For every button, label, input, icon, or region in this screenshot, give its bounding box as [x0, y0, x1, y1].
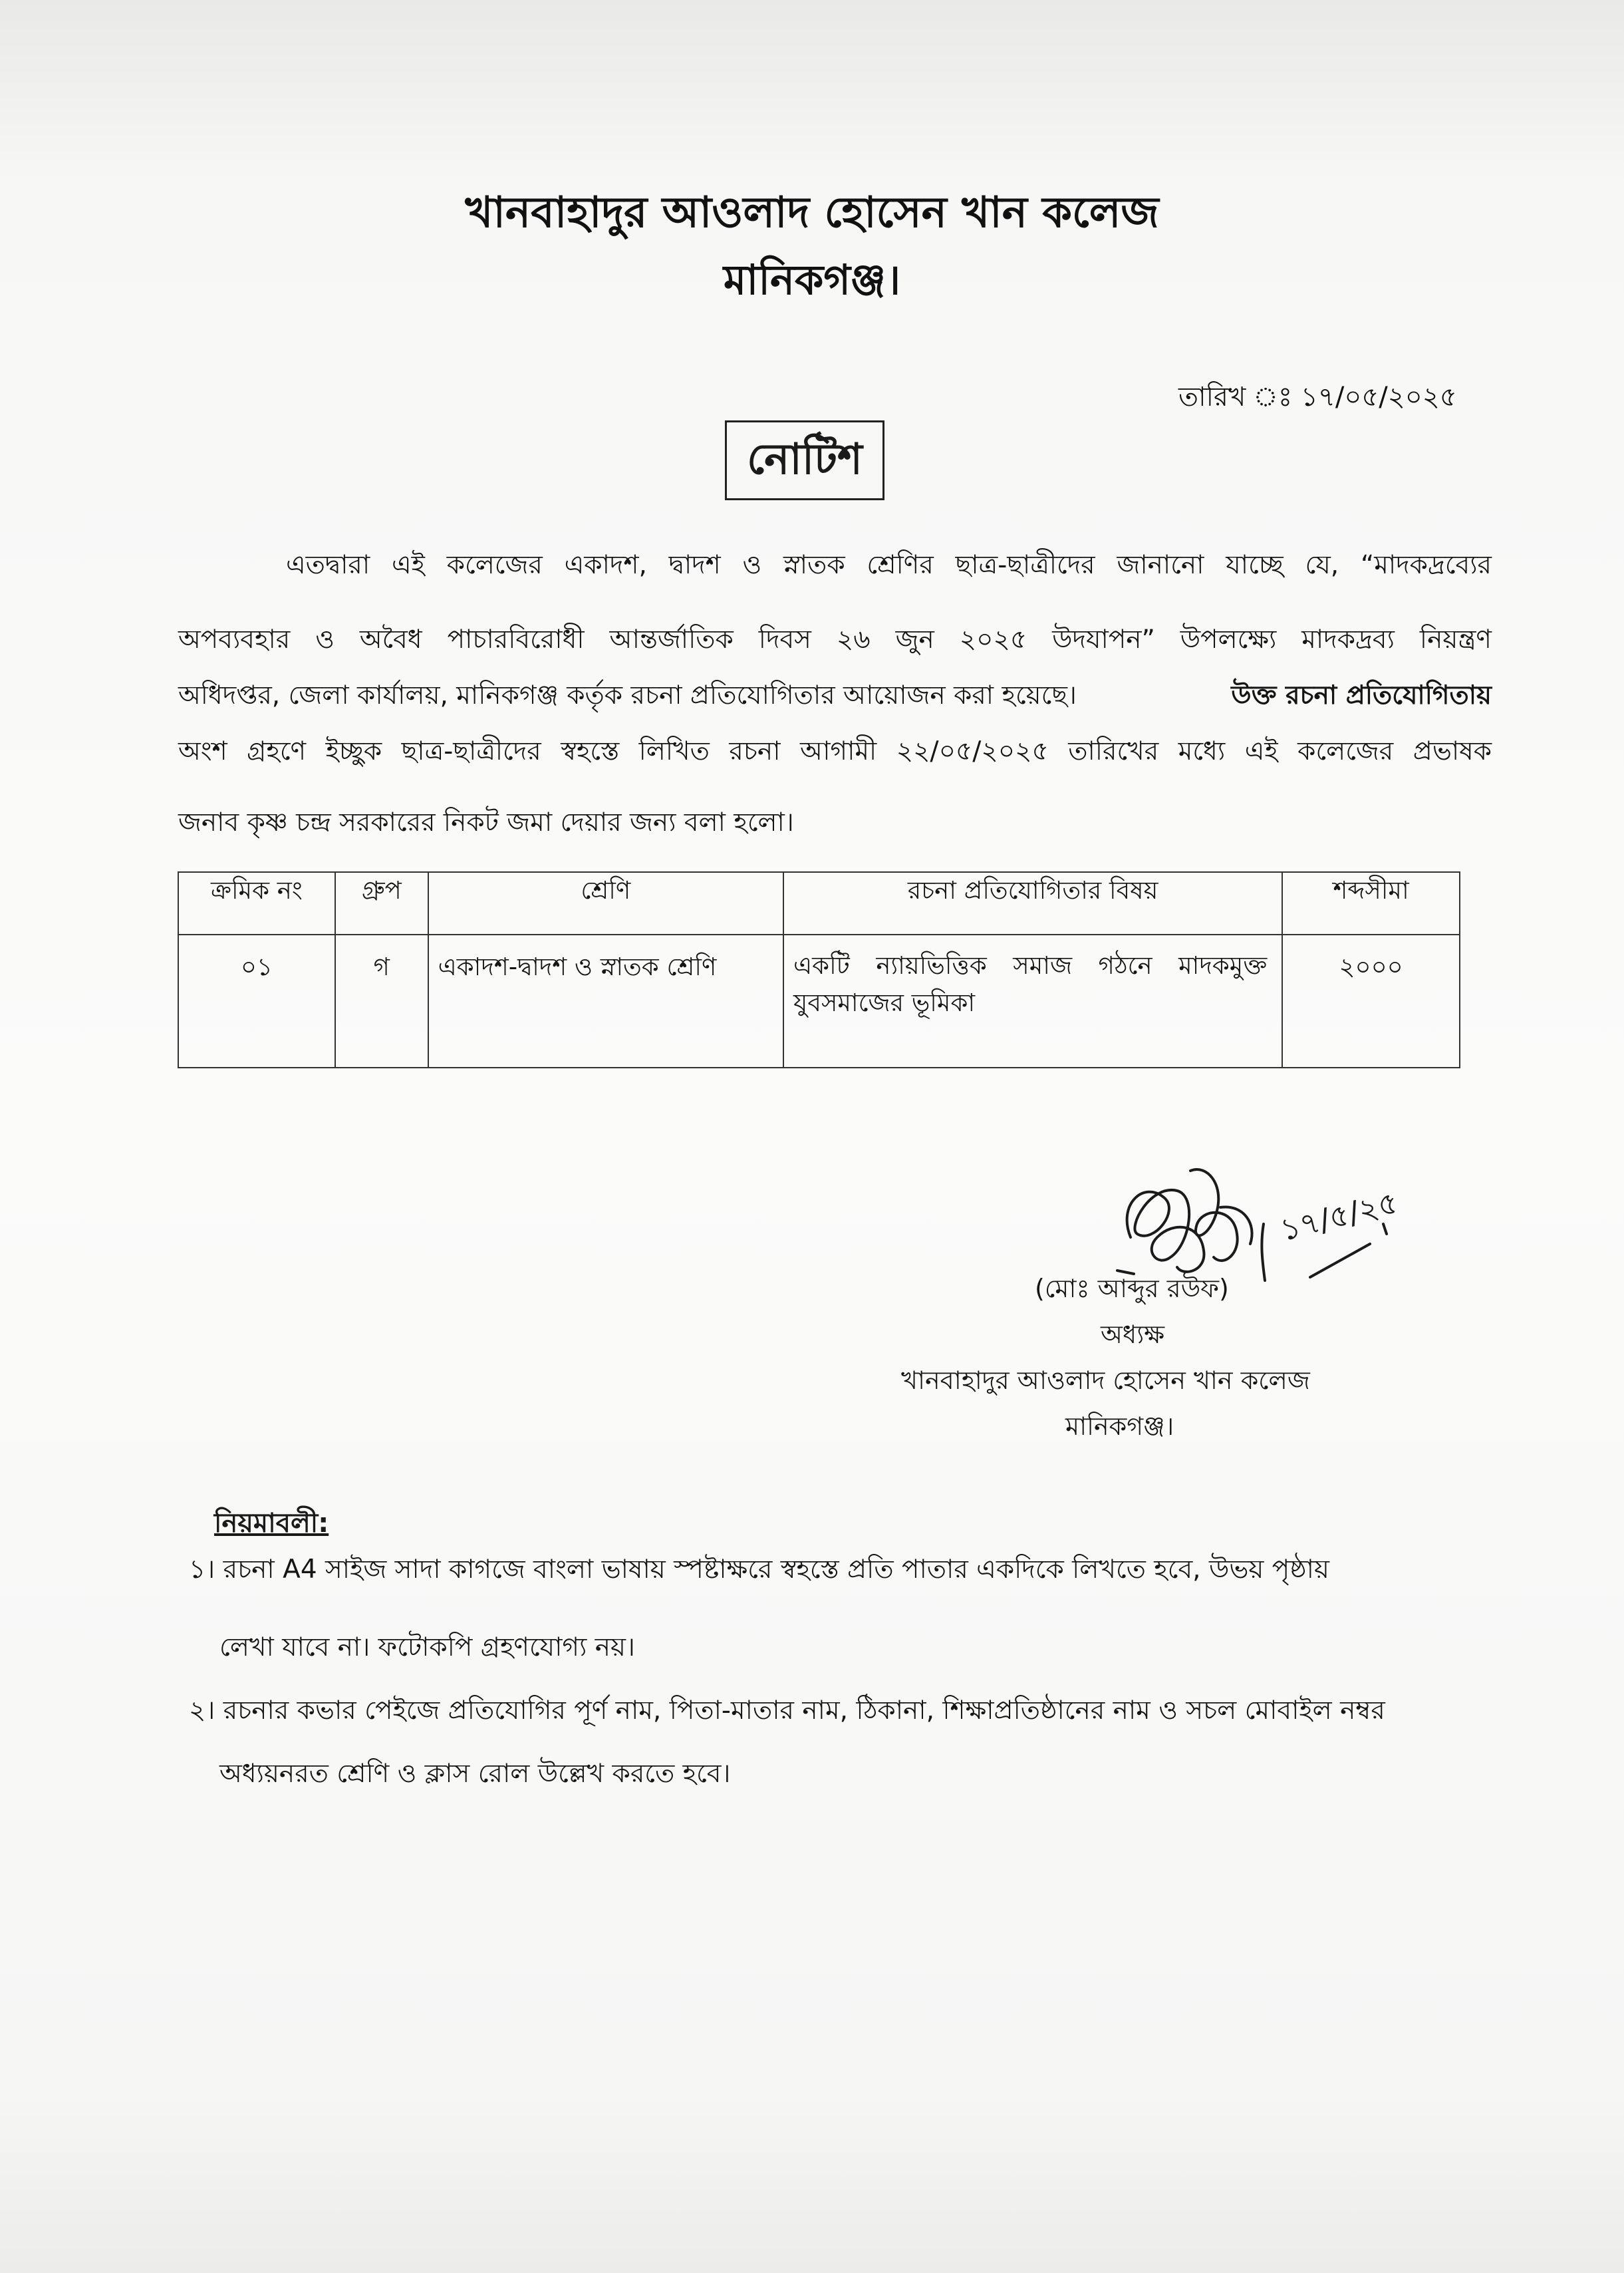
principal-name: (মোঃ আব্দুর রউফ) [1035, 1274, 1229, 1303]
principal-college: খানবাহাদুর আওলাদ হোসেন খান কলেজ [901, 1366, 1310, 1395]
notice-date: তারিখ ঃ ১৭/০৫/২০২৫ [1178, 382, 1457, 412]
college-name-heading: খানবাহাদুর আওলাদ হোসেন খান কলেজ [465, 188, 1159, 237]
header-group: গ্রুপ [335, 872, 428, 935]
header-word-limit: শব্দসীমা [1282, 872, 1460, 935]
principal-designation: অধ্যক্ষ [1101, 1320, 1165, 1349]
cell-topic: একটি ন্যায়ভিত্তিক সমাজ গঠনে মাদকমুক্ত যুবসমাজের ভূমিকা [783, 935, 1282, 1068]
header-topic: রচনা প্রতিযোগিতার বিষয় [783, 872, 1282, 935]
body-line-2: অপব্যবহার ও অবৈধ পাচারবিরোধী আন্তর্জাতিক দিবস ২৬ জুন ২০২৫ উদযাপন” উপলক্ষ্যে মাদকদ্রব্য নিয়ন্ত্রণ [178, 625, 1492, 655]
body-line-1: এতদ্বারা এই কলেজের একাদশ, দ্বাদশ ও স্নাতক শ্রেণির ছাত্র-ছাত্রীদের জানানো যাচ্ছে যে, “মাদকদ্রব্যের [286, 550, 1492, 580]
cell-group: গ [335, 935, 428, 1068]
rules-heading: নিয়মাবলী: [214, 1508, 329, 1539]
body-line-5: জনাব কৃষ্ণ চন্দ্র সরকারের নিকট জমা দেয়ার জন্য বলা হলো। [178, 808, 794, 837]
table-header-row [178, 872, 1460, 935]
header-serial: ক্রমিক নং [178, 872, 335, 935]
cell-class: একাদশ-দ্বাদশ ও স্নাতক শ্রেণি [428, 935, 783, 1068]
rule-1-line-1: ১। রচনা A4 সাইজ সাদা কাগজে বাংলা ভাষায় স্পষ্টাক্ষরে স্বহস্তে প্রতি পাতার একদিকে লিখতে হবে, উভয় পৃষ্ঠায় [189, 1555, 1329, 1585]
body-line-3-regular: অধিদপ্তর, জেলা কার্যালয়, মানিকগঞ্জ কর্তৃক রচনা প্রতিযোগিতার আয়োজন করা হয়েছে। [178, 681, 1077, 710]
header-class: শ্রেণি [428, 872, 783, 935]
competition-table [178, 871, 1460, 1068]
body-line-4: অংশ গ্রহণে ইচ্ছুক ছাত্র-ছাত্রীদের স্বহস্তে লিখিত রচনা আগামী ২২/০৫/২০২৫ তারিখের মধ্যে এই কলেজের প্রভাষক [178, 736, 1492, 766]
cell-serial: ০১ [178, 935, 335, 1068]
rule-1-line-2: লেখা যাবে না। ফটোকপি গ্রহণযোগ্য নয়। [219, 1632, 635, 1662]
college-location-heading: মানিকগঞ্জ। [723, 255, 901, 304]
body-line-3-bold: উক্ত রচনা প্রতিযোগিতায় [1231, 681, 1492, 710]
notice-title: নোটিশ [725, 420, 884, 500]
body-line-3 [178, 679, 1492, 712]
rule-2-line-2: অধ্যয়নরত শ্রেণি ও ক্লাস রোল উল্লেখ করতে হবে। [219, 1759, 731, 1789]
rule-2-line-1: ২। রচনার কভার পেইজে প্রতিযোগির পূর্ণ নাম, পিতা-মাতার নাম, ঠিকানা, শিক্ষাপ্রতিষ্ঠানের নাম ও সচল মোবাইল নম্বর [189, 1696, 1385, 1726]
principal-location: মানিকগঞ্জ। [1065, 1412, 1174, 1441]
signature-date: ১৭/৫/২৫ [1276, 1184, 1402, 1249]
table-row [178, 935, 1460, 1068]
cell-word-limit: ২০০০ [1282, 935, 1460, 1068]
